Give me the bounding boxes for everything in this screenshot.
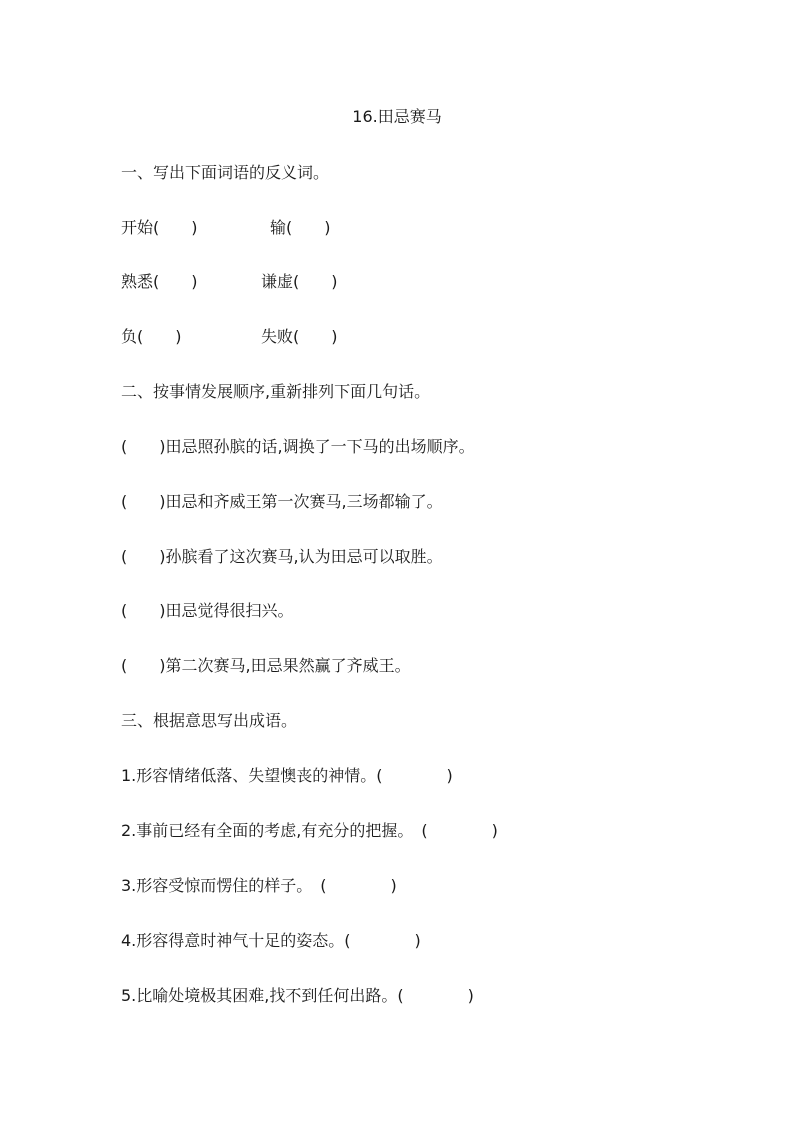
order-item: ( )田忌和齐威王第一次赛马,三场都输了。 — [121, 492, 443, 511]
idiom-item: 1.形容情绪低落、失望懊丧的神情。( ) — [121, 766, 453, 785]
section2-heading: 二、按事情发展顺序,重新排列下面几句话。 — [121, 382, 431, 401]
order-item: ( )田忌觉得很扫兴。 — [121, 601, 294, 620]
idiom-item: 3.形容受惊而愣住的样子。 ( ) — [121, 876, 397, 895]
section3-heading: 三、根据意思写出成语。 — [121, 711, 298, 730]
antonym-item-shibai: 失败( ) — [261, 327, 338, 346]
idiom-item: 4.形容得意时神气十足的姿态。( ) — [121, 931, 421, 950]
antonym-item-kaishi: 开始( ) — [121, 218, 198, 237]
order-item: ( )孙膑看了这次赛马,认为田忌可以取胜。 — [121, 547, 443, 566]
antonym-item-shu: 输( ) — [270, 218, 331, 237]
antonym-item-fu: 负( ) — [121, 327, 182, 346]
order-item: ( )田忌照孙膑的话,调换了一下马的出场顺序。 — [121, 437, 475, 456]
antonym-item-qianxu: 谦虚( ) — [261, 272, 338, 291]
idiom-item: 5.比喻处境极其困难,找不到任何出路。( ) — [121, 986, 474, 1005]
page-title: 16.田忌赛马 — [352, 107, 442, 126]
section1-heading: 一、写出下面词语的反义词。 — [121, 163, 330, 182]
idiom-item: 2.事前已经有全面的考虑,有充分的把握。 ( ) — [121, 821, 498, 840]
order-item: ( )第二次赛马,田忌果然赢了齐威王。 — [121, 656, 411, 675]
antonym-item-shuxi: 熟悉( ) — [121, 272, 198, 291]
